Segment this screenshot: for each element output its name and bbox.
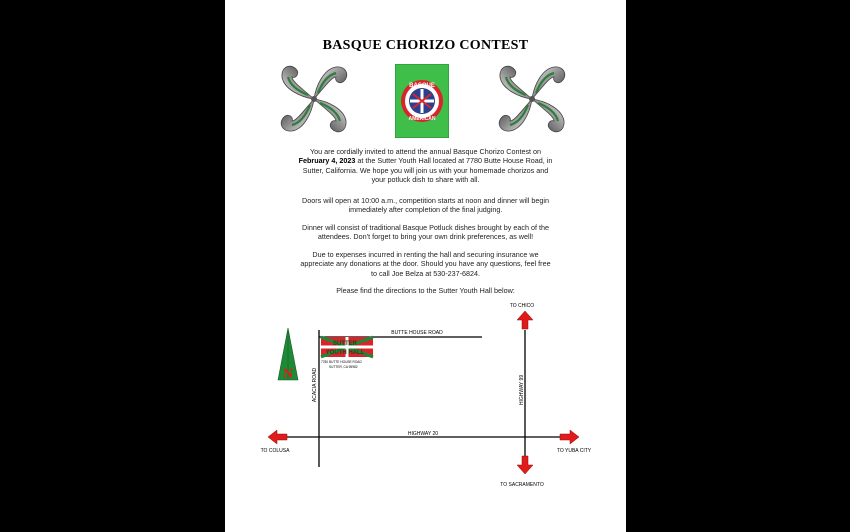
page-title: BASQUE CHORIZO CONTEST (322, 38, 529, 53)
lauburu-left-icon (274, 59, 354, 139)
arrow-east-icon (560, 430, 579, 444)
p3-line2: attendees. Don’t forget to bring your own drink preferences, as well! (317, 232, 534, 242)
directions-intro: Please find the directions to the Sutter Youth Hall below: (336, 286, 515, 295)
arrow-north-icon (517, 311, 533, 329)
highway-20-label: HIGHWAY 20 (407, 431, 439, 437)
invitation-paragraph (265, 147, 586, 185)
document-page (225, 0, 626, 532)
schedule-paragraph (265, 196, 586, 215)
hall-name-line1: SUTTER (333, 341, 357, 347)
sutter-youth-hall-sign (321, 337, 373, 357)
north-arrow-icon (278, 328, 298, 382)
lauburu-right-icon (492, 59, 572, 139)
p2-line2: immediately after completion of the final judging. (348, 205, 503, 215)
hall-name-line2: YOUTH HALL (325, 350, 365, 356)
p1-line1: You are cordially invited to attend the annual Basque Chorizo Contest on (309, 147, 542, 156)
p4-line1: Due to expenses incurred in renting the hall and securing insurance we (312, 250, 539, 259)
acacia-road-label: ACACIA ROAD (312, 367, 318, 403)
butte-house-road-label: BUTTE HOUSE ROAD (391, 330, 443, 336)
to-colusa-label: TO COLUSA (260, 448, 290, 454)
north-letter: N (282, 367, 294, 382)
p4-line2: appreciate any donations at the door. Should you have any questions, feel free (300, 259, 551, 269)
arrow-west-icon (268, 430, 287, 444)
p1-line3: Sutter, California. We hope you will join us with your homemade chorizos and (302, 165, 549, 175)
arrow-south-icon (517, 456, 533, 474)
p4-line3: to call Joe Belza at 530-237-6824. (370, 268, 481, 278)
p2-line1: Doors will open at 10:00 a.m., competition starts at noon and dinner will begin (302, 196, 549, 205)
to-yuba-city-label: TO YUBA CITY (556, 448, 592, 454)
donations-paragraph (265, 250, 586, 278)
badge-text-bottom: AMERICAN (408, 116, 436, 122)
event-date: February 4, 2023 (298, 156, 356, 166)
hall-address-line1: 7780 BUTTE HOUSE ROAD (321, 360, 362, 364)
to-chico-label: TO CHICO (509, 303, 535, 309)
dinner-paragraph (265, 223, 586, 242)
highway-99-label: HIGHWAY 99 (519, 374, 525, 406)
p1-line2: at the Sutter Youth Hall located at 7780 Butte House Road, in (355, 156, 553, 166)
basque-american-badge (395, 64, 449, 138)
badge-text-top: BASQUE (409, 83, 435, 89)
directions-map (225, 300, 626, 492)
to-sacramento-label: TO SACRAMENTO (500, 482, 544, 488)
p3-line1: Dinner will consist of traditional Basque Potluck dishes brought by each of the (302, 223, 549, 232)
hall-address-line2: SUTTER, CA 95982 (329, 365, 358, 369)
p1-line4: your potluck dish to share with all. (371, 175, 480, 185)
